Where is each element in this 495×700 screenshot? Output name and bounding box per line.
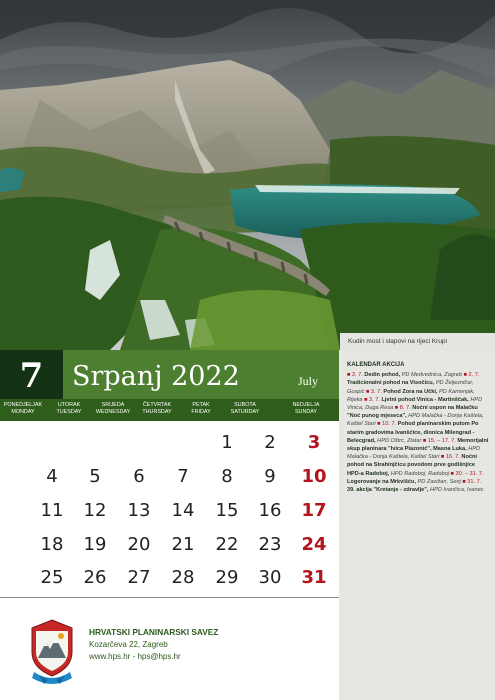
- weekday-tuesday: UTORAK TUESDAY: [56, 402, 82, 415]
- day-cell: 30: [258, 567, 282, 588]
- day-cell: 8: [221, 466, 233, 487]
- event-item: ■ 31. 7. 39. akcija "Kretanje - zdravlje", HPD Ivančica, Ivanec: [347, 478, 484, 494]
- day-cell: 22: [215, 534, 239, 555]
- organization-name: HRVATSKI PLANINARSKI SAVEZ: [89, 627, 219, 637]
- event-item: ■ 2. 7. Tradicionalni pohod na Visočicu, PD Željezničar, Gospić: [347, 372, 480, 395]
- weekday-saturday: SUBOTA SATURDAY: [230, 402, 260, 415]
- day-cell: 5: [89, 466, 101, 487]
- month-title: Srpanj 2022: [72, 361, 240, 392]
- day-cell-sunday: 31: [301, 567, 327, 588]
- organization-website[interactable]: www.hps.hr - hps@hps.hr: [89, 652, 181, 661]
- day-cell: 21: [171, 534, 195, 555]
- event-item: ■ 8. 7. Noćni uspon na Malačku "Noć punog mjeseca", HPD Malačka - Donja Kaštela, Kaštel Stari: [347, 405, 484, 428]
- weekday-thursday: ČETVRTAK THURSDAY: [142, 402, 172, 415]
- day-cell: 6: [133, 466, 145, 487]
- day-cell: 23: [258, 534, 282, 555]
- event-item: ■ 3. 7. Pohod Zora na Učki, PD Kamenjak, Rijeka: [347, 388, 475, 403]
- day-cell: 7: [177, 466, 189, 487]
- day-cell: 18: [40, 534, 64, 555]
- day-cell: 2: [264, 432, 276, 453]
- event-item: ■ 15. – 17. 7. Memorijalni skup planinara "Ivica Plazonić", Masna Luka, HPD Malačka - Donja Kaštela, Kaštel Stari: [347, 437, 489, 461]
- hps-logo: [28, 618, 76, 688]
- day-cell: 20: [127, 534, 151, 555]
- grid-bottom-rule: [0, 597, 339, 598]
- day-cell-sunday: 24: [301, 534, 327, 555]
- weekday-sunday: NEDJELJA SUNDAY: [292, 402, 320, 415]
- event-calendar: [347, 361, 489, 494]
- day-cell: 4: [46, 466, 58, 487]
- weekday-friday: PETAK FRIDAY: [191, 402, 211, 415]
- day-cell: 16: [258, 500, 282, 521]
- day-cell: 12: [83, 500, 107, 521]
- event-item: ■ 16. 7. Noćni pohod na Strahinjčicu povodom prve godišnjice HPD-a Radoboj, HPD Radoboj, Radoboj: [347, 454, 477, 477]
- event-item: ■ 3. 7. Ljetni pohod Vinica - Martinščak, HPD Vinica, Duga Resa: [347, 396, 483, 412]
- day-cell: 25: [40, 567, 64, 588]
- event-item: ■ 2. 7. Dedin pohod, PD Medvednica, Zagreb: [347, 372, 463, 379]
- weekday-monday: PONEDJELJAK MONDAY: [3, 402, 43, 415]
- day-cell: 1: [221, 432, 233, 453]
- event-calendar-title: KALENDAR AKCIJA: [347, 362, 405, 368]
- day-cell: 29: [215, 567, 239, 588]
- day-cell: 28: [171, 567, 195, 588]
- day-cell: 15: [215, 500, 239, 521]
- day-cell: 13: [127, 500, 151, 521]
- month-english: July: [298, 374, 319, 388]
- organization-address: Kozarčeva 22, Zagreb: [89, 640, 168, 649]
- day-cell-sunday: 3: [307, 432, 321, 453]
- day-cell: 26: [83, 567, 107, 588]
- month-number: 7: [19, 356, 44, 396]
- day-cell: 19: [83, 534, 107, 555]
- day-cell-sunday: 10: [301, 466, 327, 487]
- photo-caption: Kudin most i slapovi na rijeci Krupi: [340, 333, 495, 350]
- weekday-wednesday: SRIJEDA WEDNESDAY: [95, 402, 131, 415]
- weekday-header-row: [0, 399, 339, 421]
- day-cell: 14: [171, 500, 195, 521]
- event-item: ■ 30. – 31. 7. Logorovanje na Mrkvišću, PD Zavižan, Senj: [347, 470, 484, 485]
- day-cell: 11: [40, 500, 64, 521]
- day-cell-sunday: 17: [301, 500, 327, 521]
- event-item: ■ 10. 7. Pohod planinarskim putom Po starim gradovima Ivanšćice, dionica Milengrad - Belecgrad, HPD Oštrc, Zlatar: [347, 421, 479, 444]
- day-cell: 27: [127, 567, 151, 588]
- day-cell: 9: [264, 466, 276, 487]
